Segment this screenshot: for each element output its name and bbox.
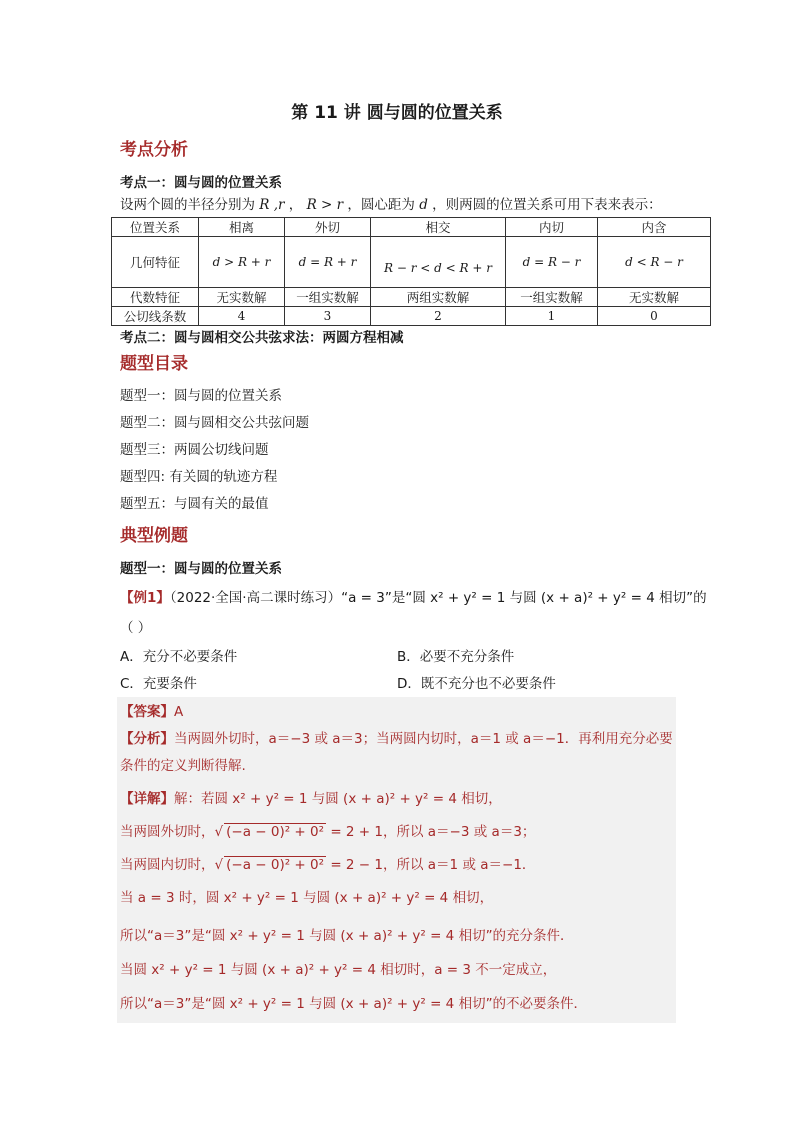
- table-cell: d = R − r: [506, 237, 598, 288]
- option-a: A．充分不必要条件: [120, 649, 238, 665]
- table-cell: 无实数解: [598, 288, 711, 307]
- table-header-cell: 相离: [199, 218, 285, 237]
- option-b: B．必要不充分条件: [397, 649, 515, 665]
- analysis-text-1: 当两圆外切时，a＝−3 或 a＝3；当两圆内切时，a＝1 或 a＝−1．再利用充分必要: [174, 731, 673, 747]
- detail-line-2: 当两圆外切时，√ (−a − 0)² + 0² = 2 + 1，所以 a＝−3 或 a＝3；: [120, 824, 536, 840]
- table-row-algebra: [112, 288, 711, 307]
- detail-tag: 【详解】: [120, 791, 174, 807]
- position-relation-table: [111, 217, 711, 326]
- example-type-heading: 题型一：圆与圆的位置关系: [120, 561, 282, 577]
- detail-2-radicand: (−a − 0)² + 0²: [226, 824, 325, 840]
- table-cell: 1: [506, 307, 598, 326]
- detail-line-7: 所以“a＝3”是“圆 x² + y² = 1 与圆 (x + a)² + y² = 4 相切”的不必要条件．: [120, 996, 588, 1012]
- catalog-item: 题型四: 有关圆的轨迹方程: [120, 469, 278, 485]
- table-row-label: 几何特征: [112, 237, 199, 288]
- example-question: [120, 586, 707, 606]
- table-row-label: 公切线条数: [112, 307, 199, 326]
- answer-paren: （ ）: [120, 620, 152, 636]
- detail-3-radicand: (−a − 0)² + 0²: [226, 857, 325, 873]
- intro-var-d: d: [419, 197, 428, 213]
- intro-text-c: ，则两圆的位置关系可用下表来表示：: [432, 197, 662, 213]
- intro-vars-1: R ,r: [259, 197, 285, 213]
- detail-2-post: = 2 + 1，所以 a＝−3 或 a＝3；: [326, 824, 536, 840]
- option-d: D．既不充分也不必要条件: [397, 676, 556, 692]
- section-heading-examples: 典型例题: [120, 526, 188, 546]
- table-cell: 一组实数解: [506, 288, 598, 307]
- table-row-tangents: [112, 307, 711, 326]
- table-row-geometry: [112, 237, 711, 288]
- table-cell: 2: [371, 307, 506, 326]
- section-heading-analysis: 考点分析: [120, 140, 188, 160]
- example-question-text: “a = 3”是“圆 x² + y² = 1 与圆 (x + a)² + y² = 4 相切”的: [341, 590, 707, 606]
- example-source: （2022·全国·高二课时练习）: [169, 590, 342, 606]
- section-heading-catalog: 题型目录: [120, 354, 188, 374]
- table-header-cell: 内切: [506, 218, 598, 237]
- detail-line-5: 所以“a＝3”是“圆 x² + y² = 1 与圆 (x + a)² + y² = 4 相切”的充分条件．: [120, 928, 574, 944]
- detail-2-pre: 当两圆外切时，: [120, 824, 215, 840]
- table-row-header: [112, 218, 711, 237]
- point1-intro: [120, 193, 662, 213]
- table-cell: 4: [199, 307, 285, 326]
- page-title: 第 11 讲 圆与圆的位置关系: [291, 103, 503, 123]
- table-header-cell: 内含: [598, 218, 711, 237]
- table-cell: 无实数解: [199, 288, 285, 307]
- detail-line-3: 当两圆内切时，√ (−a − 0)² + 0² = 2 − 1，所以 a＝1 或 a＝−1．: [120, 857, 536, 873]
- catalog-item: 题型一：圆与圆的位置关系: [120, 388, 282, 404]
- analysis-tag: 【分析】: [120, 731, 174, 747]
- detail-text-1: 解：若圆 x² + y² = 1 与圆 (x + a)² + y² = 4 相切，: [174, 791, 502, 807]
- analysis-line-2: 条件的定义判断得解.: [120, 758, 246, 774]
- detail-line-6: 当圆 x² + y² = 1 与圆 (x + a)² + y² = 4 相切时，a = 3 不一定成立，: [120, 962, 557, 978]
- detail-3-post: = 2 − 1，所以 a＝1 或 a＝−1．: [326, 857, 536, 873]
- table-header-cell: 位置关系: [112, 218, 199, 237]
- table-cell: 一组实数解: [285, 288, 371, 307]
- table-cell: d = R + r: [285, 237, 371, 288]
- table-header-cell: 外切: [285, 218, 371, 237]
- detail-line-4: 当 a = 3 时，圆 x² + y² = 1 与圆 (x + a)² + y² = 4 相切，: [120, 890, 494, 906]
- catalog-item: 题型三：两圆公切线问题: [120, 442, 269, 458]
- answer-value: A: [174, 704, 184, 720]
- catalog-item: 题型五：与圆有关的最值: [120, 496, 269, 512]
- option-c: C．充要条件: [120, 676, 197, 692]
- example-tag: 【例1】: [120, 590, 170, 606]
- answer-line: [120, 700, 183, 720]
- detail-line-1: [120, 787, 502, 807]
- table-cell: d < R − r: [598, 237, 711, 288]
- intro-text-a: 设两个圆的半径分别为: [120, 197, 255, 213]
- table-cell: d > R + r: [199, 237, 285, 288]
- table-cell: 0: [598, 307, 711, 326]
- intro-text-b: ，圆心距为: [347, 197, 415, 213]
- answer-tag: 【答案】: [120, 704, 174, 720]
- table-cell: R − r < d < R + r: [371, 237, 506, 288]
- catalog-item: 题型二：圆与圆相交公共弦问题: [120, 415, 309, 431]
- table-cell: 两组实数解: [371, 288, 506, 307]
- intro-vars-2: R > r: [306, 197, 344, 213]
- intro-sep: ，: [288, 197, 303, 213]
- table-header-cell: 相交: [371, 218, 506, 237]
- analysis-line-1: [120, 727, 673, 747]
- table-row-label: 代数特征: [112, 288, 199, 307]
- point2-line: 考点二：圆与圆相交公共弦求法：两圆方程相减: [120, 330, 404, 346]
- point1-heading: 考点一：圆与圆的位置关系: [120, 175, 282, 191]
- table-cell: 3: [285, 307, 371, 326]
- detail-3-pre: 当两圆内切时，: [120, 857, 215, 873]
